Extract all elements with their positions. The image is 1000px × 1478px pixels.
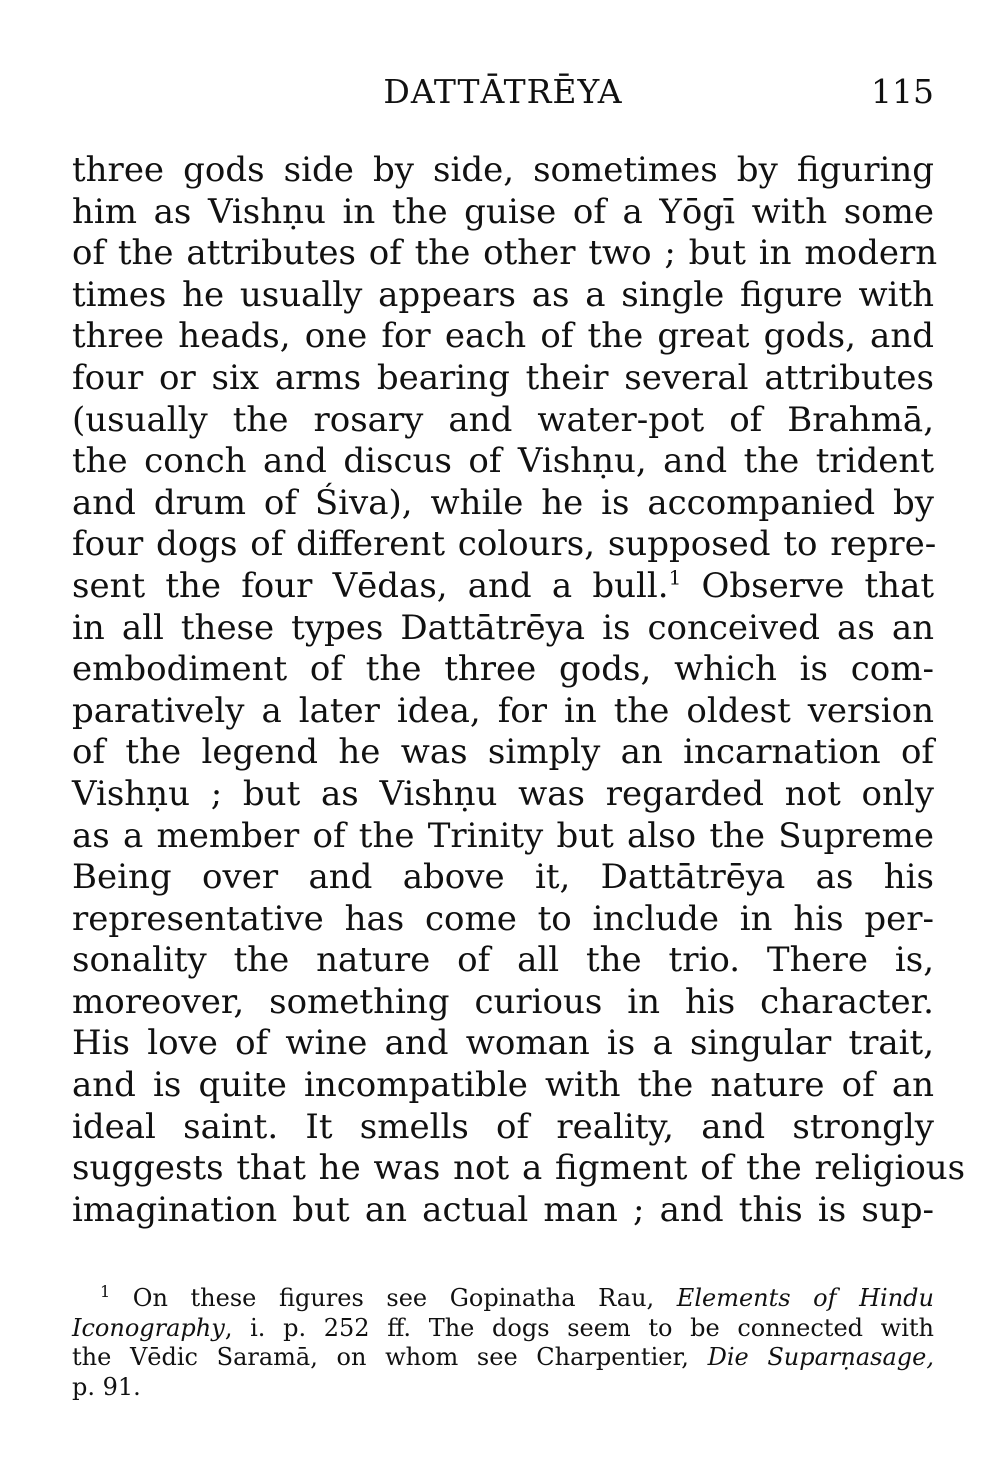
text-line: and drum of Śiva), while he is accompanied by: [72, 482, 934, 523]
text-line: in all these types Dattātrēya is conceived as an: [72, 607, 934, 648]
text-line: Vishṇu ; but as Vishṇu was regarded not only: [72, 773, 934, 814]
footnote-book-title: Iconography: [72, 1313, 225, 1342]
footnote-line: [72, 1314, 934, 1344]
text-line: representative has come to include in his per-: [72, 898, 934, 939]
text-line: His love of wine and woman is a singular trait,: [72, 1023, 934, 1064]
text-line: three gods side by side, sometimes by figuring: [72, 150, 934, 190]
footnote-text: , i. p. 252 ff. The dogs seem to be connected with: [224, 1313, 934, 1342]
text-line: him as Vishṇu in the guise of a Yōgī with some: [72, 191, 934, 232]
text-line: four or six arms bearing their several attributes: [72, 357, 934, 398]
text-line: sonality the nature of all the trio. There is,: [72, 940, 934, 981]
footnote-text: On these figures see Gopinatha Rau,: [132, 1284, 677, 1312]
text-line: ideal saint. It smells of reality, and strongly: [72, 1106, 934, 1147]
footnote-line: [72, 1343, 934, 1373]
footnote-reference[interactable]: 1: [668, 565, 682, 590]
footnote-text: the Vēdic Saramā, on whom see Charpentier,: [72, 1343, 708, 1371]
text-line: four dogs of different colours, supposed to repre-: [72, 524, 937, 565]
text-line: the conch and discus of Vishṇu, and the trident: [72, 441, 934, 482]
page-number: 115: [871, 72, 934, 111]
text-segment: Observe that: [681, 565, 935, 606]
body-text: [72, 150, 966, 1231]
running-head: DATTĀTRĒYA: [383, 72, 623, 111]
text-line: three heads, one for each of the great gods, and: [72, 316, 934, 357]
footnote-marker: 1: [100, 1282, 111, 1301]
page-header: [72, 70, 934, 114]
text-line: paratively a later idea, for in the oldest version: [72, 690, 934, 731]
text-line: embodiment of the three gods, which is com-: [72, 649, 934, 690]
text-line: times he usually appears as a single figure with: [72, 274, 934, 315]
text-line: as a member of the Trinity but also the Supreme: [72, 815, 934, 856]
text-line: and is quite incompatible with the nature of an: [72, 1065, 934, 1106]
text-line: moreover, something curious in his character.: [72, 981, 934, 1022]
text-line-with-note: [72, 566, 934, 608]
text-line: of the legend he was simply an incarnation of: [72, 732, 934, 773]
text-line: (usually the rosary and water-pot of Brahmā,: [72, 399, 934, 440]
text-line: imagination but an actual man ; and this is sup-: [72, 1189, 934, 1230]
footnote-book-title: Die Suparṇasage,: [707, 1343, 934, 1371]
footnote-line: [72, 1284, 934, 1314]
text-line: of the attributes of the other two ; but in modern: [72, 233, 938, 274]
footnote-book-title: Elements of Hindu: [676, 1284, 935, 1312]
footnote: [72, 1284, 934, 1402]
footnote-line: p. 91.: [72, 1372, 141, 1401]
text-line: suggests that he was not a figment of the religious: [72, 1148, 966, 1189]
text-line: Being over and above it, Dattātrēya as his: [72, 857, 934, 898]
text-segment: sent the four Vēdas, and a bull.: [72, 565, 669, 606]
